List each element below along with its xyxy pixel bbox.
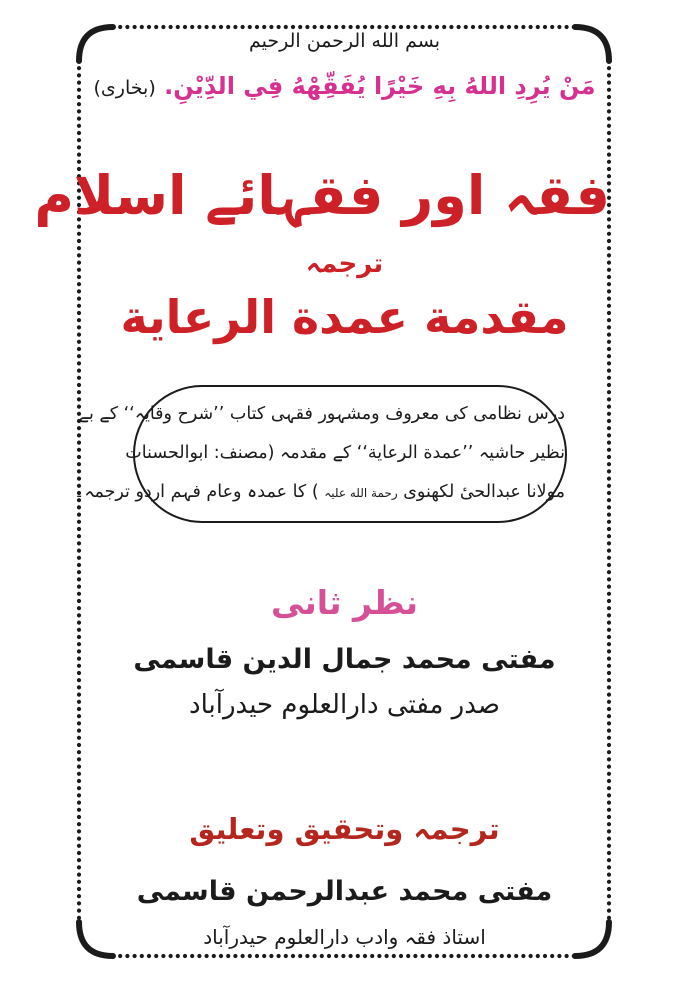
description-line-1: درس نظامی کی معروف ومشہور فقہی کتاب ’’شرح وقایہ‘‘ کے بے — [78, 404, 565, 424]
translator-name: مفتی محمد عبدالرحمن قاسمی — [136, 876, 553, 907]
tarjuma-label: ترجمہ — [305, 249, 384, 279]
translator-designation: استاذ فقہ وادب دارالعلوم حیدرآباد — [203, 925, 486, 949]
description-line-3-end: ) کا عمدہ وعام فہم اردو ترجمہ۔ — [73, 482, 319, 502]
rahmatullah-mark: رحمة الله علیہ — [324, 486, 398, 500]
book-title-urdu: فقہ اور فقہائے اسلام — [34, 164, 610, 227]
description-capsule-box — [73, 385, 567, 523]
description-line-2: نظیر حاشیہ ’’عمدة الرعایة‘‘ کے مقدمہ (مصنف: ابوالحسنات — [125, 443, 565, 463]
book-title-arabic: مقدمة عمدة الرعاية — [120, 290, 569, 344]
hadith-reference: (بخاری) — [93, 77, 156, 99]
bismillah-text: بسم الله الرحمن الرحيم — [249, 30, 440, 52]
description-line-3-text: مولانا عبدالحیٔ لکھنوی — [397, 482, 565, 502]
description-line-3 — [73, 473, 565, 513]
translation-section-heading: ترجمہ وتحقیق وتعلیق — [189, 812, 500, 846]
hadith-arabic-text: مَنْ يُرِدِ اللهُ بِهِ خَيْرًا يُفَقِّهْهُ فِي الدِّيْنِ. — [164, 72, 596, 100]
hadith-line — [79, 72, 610, 100]
review-section-heading: نظر ثانی — [270, 583, 419, 622]
reviewer-name: مفتی محمد جمال الدین قاسمی — [133, 644, 556, 675]
reviewer-designation: صدر مفتی دارالعلوم حیدرآباد — [189, 690, 500, 720]
